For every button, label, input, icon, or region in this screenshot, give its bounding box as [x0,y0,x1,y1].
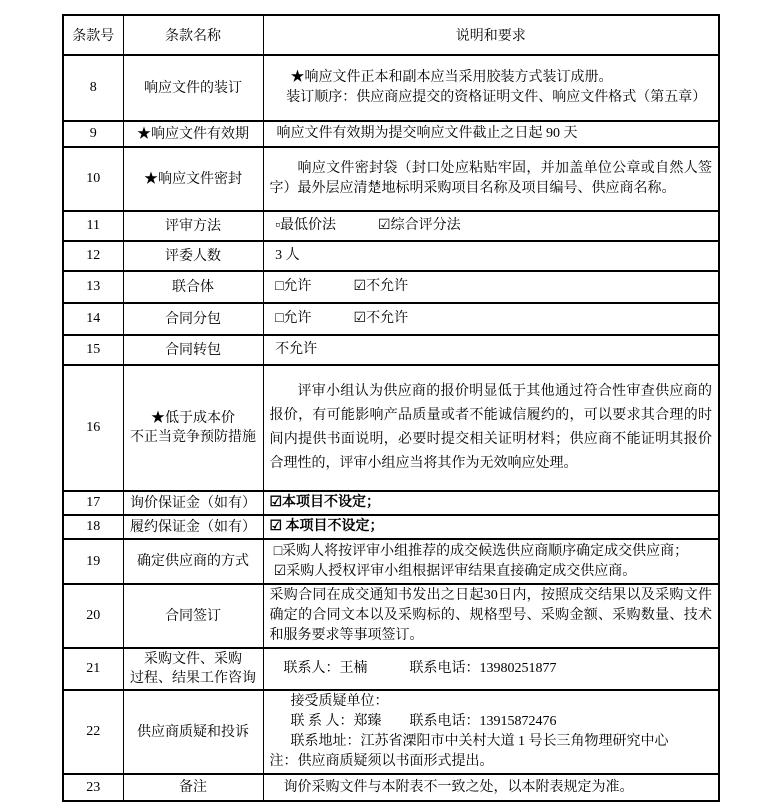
clause-description-line: ▫最低价法 ☑综合评分法 [275,218,461,233]
clause-name-line: 合同分包 [165,311,221,327]
table-row [63,211,719,241]
table-row [63,271,719,303]
clause-description-line: 接受质疑单位： [290,694,389,709]
clause-name-cell [123,648,263,690]
clause-name-cell [123,211,263,241]
clause-description-line: □采购人将按评审小组推荐的成交候选供应商顺序确定成交供应商； [273,543,689,559]
clause-description-line: 询价采购文件与本附表不一致之处，以本附表规定为准。 [283,779,634,795]
table-row [63,774,719,801]
clause-name-cell [123,147,263,211]
table-row [63,121,719,147]
clause-description-cell [263,648,719,690]
clause-description-line: ☑采购人授权评审小组根据评审结果直接确定成交供应商。 [273,563,637,579]
clause-number-cell: 10 [63,147,123,211]
clause-description-cell [263,491,719,515]
procurement-terms-table [62,14,720,802]
clause-name-line: ★低于成本价 [151,411,235,426]
clause-description-line: 响应文件有效期为提交响应文件截止之日起 90 天 [276,126,578,141]
clause-number-cell: 22 [63,690,123,774]
table-row [63,241,719,271]
table-row [63,539,719,584]
clause-description-cell [263,774,719,801]
clause-name-line: ★响应文件有效期 [137,126,249,142]
table-row [63,648,719,690]
clause-number-cell: 18 [63,515,123,539]
clause-number-cell: 16 [63,365,123,491]
clause-description-line: □允许 ☑不允许 [275,311,409,326]
clause-description-cell [263,515,719,539]
clause-number-cell: 21 [63,648,123,690]
clause-description-line: 不允许 [275,342,318,357]
clause-description-cell [263,121,719,147]
clause-description-line: 联系地址：江苏省溧阳市中关村大道 1 号长三角物理研究中心 [290,734,669,749]
clause-name-cell [123,365,263,491]
clause-description-line: 3 人 [275,248,300,263]
clause-number-cell: 23 [63,774,123,801]
clause-name-cell [123,539,263,584]
clause-name-line: 不正当竞争预防措施 [130,430,256,445]
clause-name-line: 评委人数 [165,248,221,264]
clause-description-cell [263,211,719,241]
clause-number-cell: 11 [63,211,123,241]
clause-name-cell [123,774,263,801]
table-header-row [63,15,719,55]
clause-number-cell: 20 [63,584,123,648]
clause-name-cell [123,335,263,365]
clause-name-line: 供应商质疑和投诉 [137,724,249,740]
clause-description-line: 评审小组认为供应商的报价明显低于其他通过符合性审查供应商的报价，有可能影响产品质量或者不能诚信履约的，可以要求其合理的时间内提供书面说明，必要时提交相关证明材料；供应商不能证明其报价合理性的，评审小组应当将其作为无效响应处理。 [269,384,712,471]
clause-description-cell [263,147,719,211]
clause-name-line: 确定供应商的方式 [137,554,249,569]
clause-description-cell [263,241,719,271]
clause-name-line: 联合体 [172,279,214,295]
header-description: 说明和要求 [263,15,719,55]
header-clause-name: 条款名称 [123,15,263,55]
clause-description-line: ★响应文件正本和副本应当采用胶装方式装订成册。 [290,70,613,85]
clause-description-cell [263,539,719,584]
clause-name-cell [123,121,263,147]
table-row [63,365,719,491]
clause-description-cell [263,584,719,648]
table-row [63,147,719,211]
clause-description-line: 装订顺序：供应商应提交的资格证明文件、响应文件格式（第五章） [286,90,707,105]
clause-description-line: 响应文件密封袋（封口处应粘贴牢固，并加盖单位公章或自然人签字）最外层应清楚地标明采购项目名称及项目编号、供应商名称。 [269,161,712,196]
clause-name-line: 询价保证金（如有） [130,495,256,511]
clause-description-cell [263,303,719,335]
clause-name-line: ★响应文件密封 [144,171,242,187]
clause-name-line: 过程、结果工作咨询 [130,671,256,686]
clause-table-body [63,55,719,801]
clause-name-line: 履约保证金（如有） [130,519,256,535]
clause-description-cell [263,271,719,303]
table-row [63,55,719,121]
clause-name-line: 合同转包 [165,342,221,358]
clause-description-line: 采购合同在成交通知书发出之日起30日内，按照成交结果以及采购文件确定的合同文本以及采购标的、规格型号、采购金额、采购数量、技术和服务要求等事项签订。 [269,588,712,643]
header-clause-number: 条款号 [63,15,123,55]
clause-number-cell: 15 [63,335,123,365]
clause-name-line: 评审方法 [165,218,221,234]
clause-description-line: ☑本项目不设定； [269,495,381,510]
clause-name-cell [123,241,263,271]
table-row [63,690,719,774]
clause-description-line: ☑ 本项目不设定； [269,519,384,534]
clause-name-cell [123,584,263,648]
clause-description-line: □允许 ☑不允许 [275,279,409,294]
clause-name-line: 响应文件的装订 [144,80,242,96]
clause-description-cell [263,335,719,365]
clause-number-cell: 8 [63,55,123,121]
clause-name-line: 采购文件、采购 [144,652,242,667]
clause-number-cell: 17 [63,491,123,515]
clause-description-cell [263,55,719,121]
clause-description-line: 注：供应商质疑须以书面形式提出。 [269,754,494,769]
clause-description-line: 联系人：王楠 联系电话：13980251877 [283,661,557,676]
clause-name-cell [123,303,263,335]
clause-description-cell [263,365,719,491]
table-row [63,584,719,648]
clause-name-cell [123,690,263,774]
table-row [63,515,719,539]
clause-name-line: 备注 [179,780,207,795]
clause-number-cell: 14 [63,303,123,335]
clause-name-cell [123,491,263,515]
clause-number-cell: 19 [63,539,123,584]
clause-description-cell [263,690,719,774]
clause-number-cell: 13 [63,271,123,303]
clause-name-cell [123,55,263,121]
clause-name-cell [123,271,263,303]
clause-number-cell: 12 [63,241,123,271]
clause-name-cell [123,515,263,539]
clause-name-line: 合同签订 [165,608,221,624]
clause-number-cell: 9 [63,121,123,147]
table-row [63,303,719,335]
table-row [63,335,719,365]
table-row [63,491,719,515]
clause-description-line: 联 系 人：郑臻 联系电话：13915872476 [290,714,557,729]
